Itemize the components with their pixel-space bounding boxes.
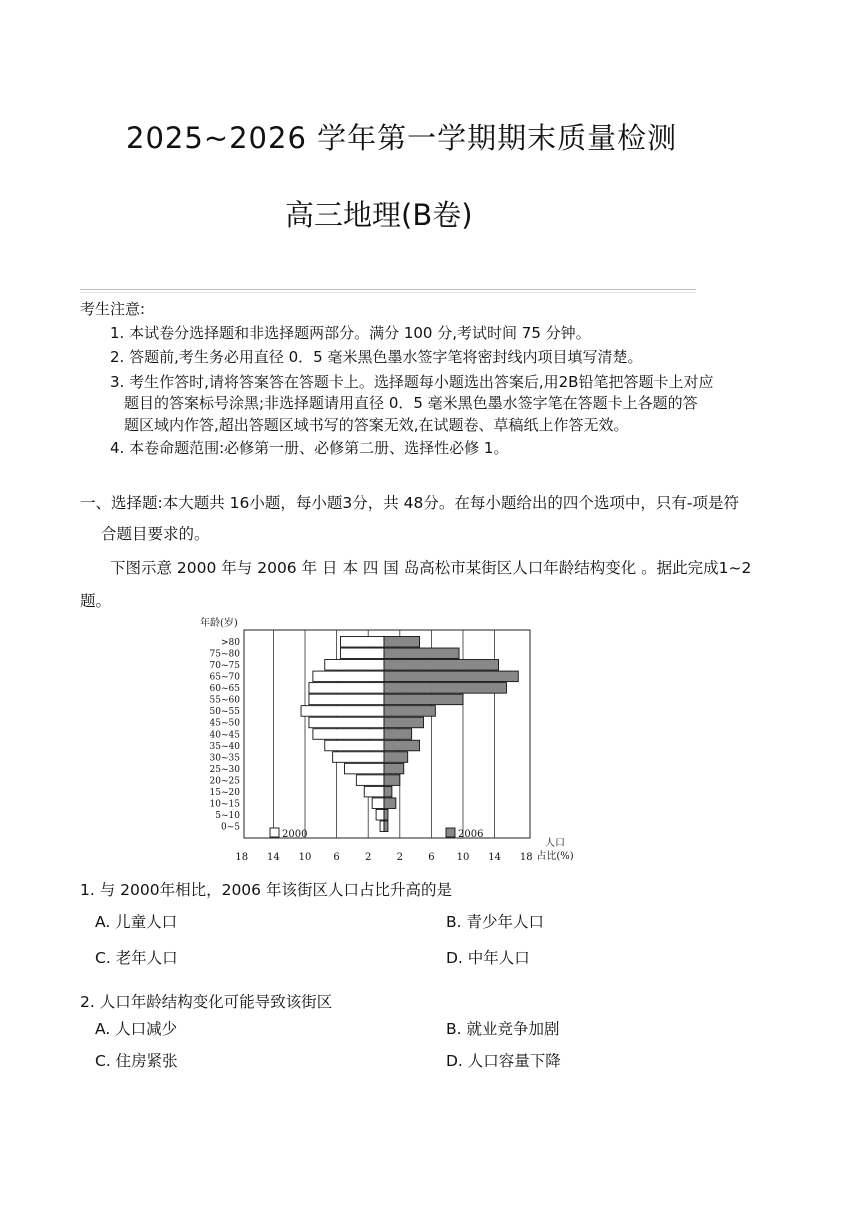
- bar-2006: [384, 671, 518, 682]
- bar-2006: [384, 775, 400, 786]
- option-c[interactable]: C. 住房紧张: [95, 1052, 178, 1070]
- bar-2006: [384, 798, 396, 809]
- category-label: 0~5: [221, 822, 240, 833]
- bar-2006: [384, 729, 412, 740]
- category-label: 10~15: [209, 799, 240, 810]
- bar-2000: [341, 637, 384, 648]
- category-label: 60~65: [209, 684, 240, 695]
- bar-2006: [384, 648, 459, 659]
- y-axis-label: 年龄(岁): [200, 618, 238, 629]
- note-item: 1. 本试卷分选择题和非选择题两部分。满分 100 分,考试时间 75 分钟。: [110, 324, 591, 342]
- bar-2006: [384, 683, 506, 694]
- option-d[interactable]: D. 人口容量下降: [446, 1052, 561, 1070]
- x-tick-label: 10: [298, 852, 312, 863]
- x-tick-label: 2: [365, 852, 372, 863]
- bar-2006: [384, 637, 420, 648]
- bar-2000: [313, 671, 384, 682]
- bar-2000: [309, 717, 384, 728]
- note-item: 4. 本卷命题范围:必修第一册、必修第二册、选择性必修 1。: [110, 439, 509, 457]
- category-label: 20~25: [209, 776, 240, 787]
- bar-2006: [384, 706, 435, 717]
- exam-title: 2025~2026 学年第一学期期末质量检测: [126, 121, 678, 155]
- bar-2000: [309, 694, 384, 705]
- bar-2000: [356, 775, 384, 786]
- bar-2006: [384, 717, 424, 728]
- bar-2000: [301, 706, 384, 717]
- exam-subtitle: 高三地理(B卷): [285, 198, 473, 232]
- population-pyramid-chart: [200, 614, 580, 866]
- category-label: 70~75: [209, 661, 240, 672]
- bar-2000: [345, 763, 385, 774]
- bar-2000: [313, 729, 384, 740]
- question-stem: 2. 人口年龄结构变化可能导致该街区: [80, 993, 333, 1011]
- option-d[interactable]: D. 中年人口: [446, 949, 530, 967]
- bar-2000: [380, 821, 384, 832]
- option-b[interactable]: B. 就业竞争加剧: [446, 1020, 560, 1038]
- category-label: >80: [221, 638, 240, 649]
- divider-line-shadow: [80, 292, 696, 293]
- bar-2000: [364, 786, 384, 797]
- bar-2006: [384, 763, 404, 774]
- legend-swatch-2006: [446, 828, 455, 837]
- x-tick-label: 10: [456, 852, 470, 863]
- option-c[interactable]: C. 老年人口: [95, 949, 178, 967]
- bar-2000: [333, 752, 384, 763]
- bar-2000: [376, 809, 384, 820]
- bar-2006: [384, 740, 420, 751]
- bar-2006: [384, 660, 499, 671]
- option-a[interactable]: A. 儿童人口: [95, 913, 178, 931]
- category-label: 5~10: [215, 810, 240, 821]
- note-item: 3. 考生作答时,请将答案答在答题卡上。选择题每小题选出答案后,用2B铅笔把答题卡上对应: [110, 373, 714, 391]
- bar-2000: [372, 798, 384, 809]
- category-label: 75~80: [209, 649, 240, 660]
- x-tick-label: 18: [235, 852, 249, 863]
- bar-2000: [325, 740, 384, 751]
- figure-intro: 下图示意 2000 年与 2006 年 日 本 四 国 岛高松市某街区人口年龄结构变化 。据此完成1~2: [110, 559, 752, 577]
- bar-2000: [309, 683, 384, 694]
- x-tick-label: 6: [428, 852, 435, 863]
- category-label: 35~40: [209, 741, 240, 752]
- divider-line: [80, 289, 696, 290]
- x-tick-label: 6: [333, 852, 340, 863]
- category-label: 55~60: [209, 695, 240, 706]
- bar-2006: [384, 821, 388, 832]
- bar-2000: [325, 660, 384, 671]
- section-heading-cont: 合题目要求的。: [101, 525, 210, 543]
- legend-swatch-2000: [270, 828, 279, 837]
- notes-heading: 考生注意:: [80, 300, 146, 318]
- note-item: 2. 答题前,考生务必用直径 0．5 毫米黑色墨水签字笔将密封线内项目填写清楚。: [110, 348, 643, 366]
- category-label: 65~70: [209, 672, 240, 683]
- legend-label-2006: 2006: [458, 829, 484, 840]
- x-axis-label-line2: 占比(%): [536, 851, 574, 862]
- x-tick-label: 14: [488, 852, 501, 863]
- category-label: 45~50: [209, 718, 240, 729]
- bar-2000: [341, 648, 384, 659]
- option-a[interactable]: A. 人口减少: [95, 1020, 178, 1038]
- section-heading: 一、选择题:本大题共 16小题，每小题3分，共 48分。在每小题给出的四个选项中，只有-项是符: [80, 494, 739, 512]
- x-tick-label: 14: [267, 852, 280, 863]
- category-label: 40~45: [209, 730, 240, 741]
- bar-2006: [384, 786, 392, 797]
- x-axis-label-line1: 人口: [545, 838, 565, 849]
- figure-intro-cont: 题。: [80, 592, 112, 610]
- note-item: 题目的答案标号涂黑;非选择题请用直径 0．5 毫米黑色墨水签字笔在答题卡上各题的答: [124, 394, 698, 412]
- x-tick-label: 2: [396, 852, 403, 863]
- category-label: 25~30: [209, 764, 240, 775]
- x-tick-label: 18: [519, 852, 533, 863]
- category-label: 30~35: [209, 753, 240, 764]
- question-stem: 1. 与 2000年相比，2006 年该街区人口占比升高的是: [80, 881, 452, 899]
- option-b[interactable]: B. 青少年人口: [446, 913, 544, 931]
- bar-2006: [384, 809, 388, 820]
- bar-2006: [384, 694, 463, 705]
- category-label: 15~20: [209, 787, 240, 798]
- legend-label-2000: 2000: [282, 829, 308, 840]
- category-label: 50~55: [209, 707, 240, 718]
- bar-2006: [384, 752, 408, 763]
- note-item: 题区域内作答,超出答题区域书写的答案无效,在试题卷、草稿纸上作答无效。: [124, 416, 629, 434]
